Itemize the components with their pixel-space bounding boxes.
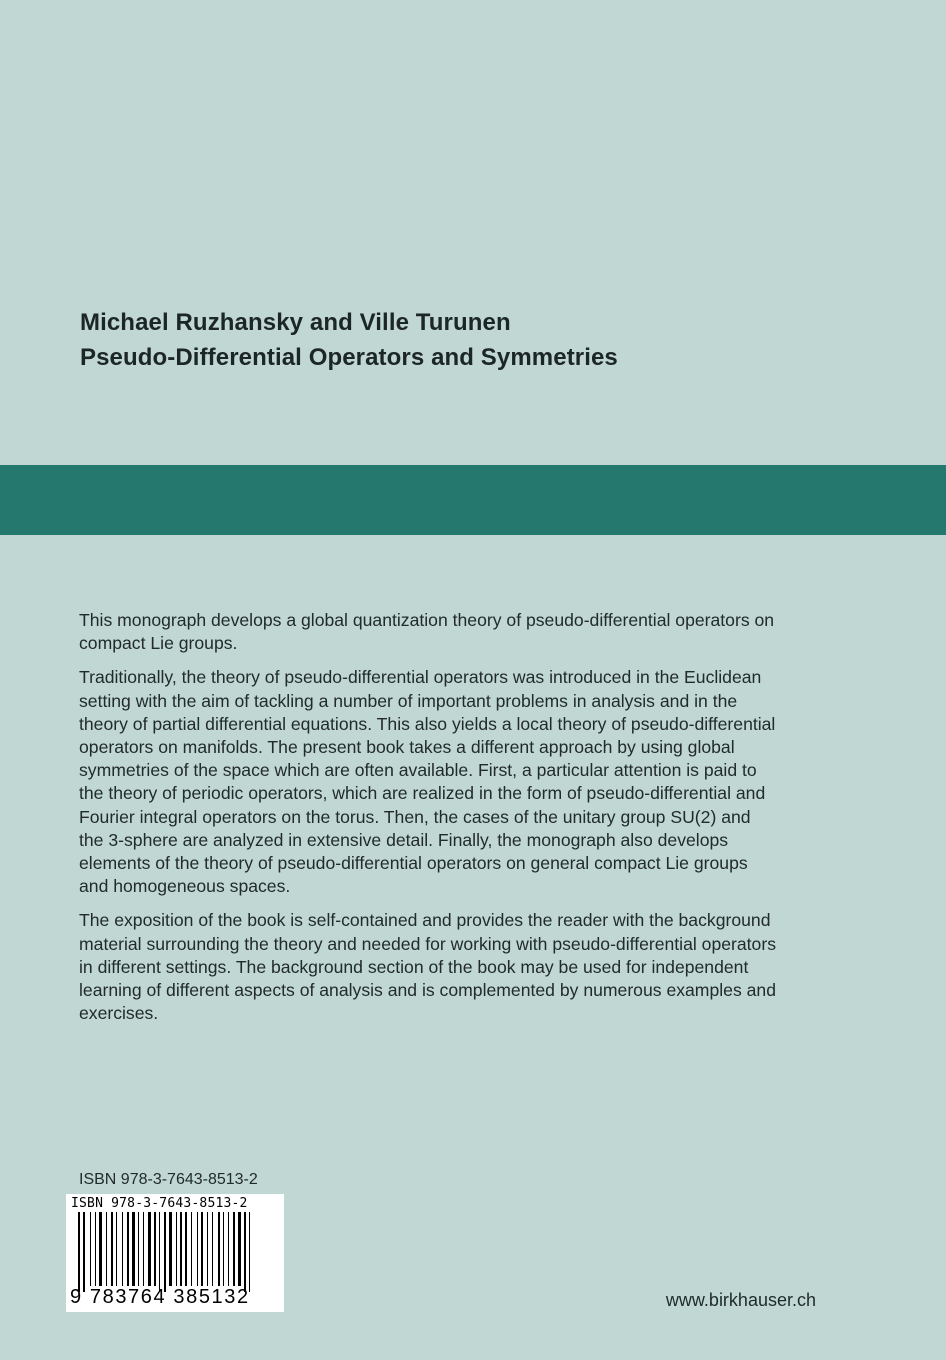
barcode-bar [90, 1212, 91, 1286]
barcode-bar [223, 1212, 224, 1286]
barcode-bar [148, 1212, 151, 1286]
barcode-bar [244, 1212, 246, 1292]
barcode-bar [106, 1212, 107, 1286]
description-paragraph: The exposition of the book is self-contained and provides the reader with the background material surrounding the theory and needed for working with pseudo-differential operators in different settings. The background section of the book may be used for independent learning of different aspects of analysis and is complemented by numerous examples and exercises. [79, 910, 776, 1024]
barcode-bar [233, 1212, 235, 1286]
barcode-bar [180, 1212, 182, 1286]
accent-band [0, 465, 946, 535]
barcode-bar [185, 1212, 187, 1286]
barcode-bar [116, 1212, 117, 1286]
barcode-bar [238, 1212, 241, 1286]
barcode-isbn-text: ISBN 978-3-7643-8513-2 [71, 1196, 248, 1211]
barcode-bar [122, 1212, 123, 1286]
barcode-bar [127, 1212, 129, 1286]
book-description [79, 609, 779, 1036]
book-title: Pseudo-Differential Operators and Symmetries [80, 344, 618, 371]
barcode-bar [159, 1212, 160, 1292]
barcode-bar [154, 1212, 156, 1286]
barcode-bar [138, 1212, 139, 1286]
description-paragraph: This monograph develops a global quantization theory of pseudo-differential operators on compact Lie groups. [79, 610, 775, 654]
barcode-bar [111, 1212, 113, 1286]
publisher-website: www.birkhauser.ch [665, 1290, 816, 1310]
description-paragraph: Traditionally, the theory of pseudo-differential operators was introduced in the Euclidean setting with the aim of tackling a number of important problems in analysis and in the theory of partial differential equations. This also yields a local theory of pseudo-differential operators on manifolds. The present book takes a different approach by using global symmetries of the space which are often available. First, a particular attention is paid to the theory of periodic operators, which are realized in the form of pseudo-differential and Fourier integral operators on the torus. Then, the cases of the unitary group SU(2) and the 3-sphere are analyzed in extensive detail. Finally, the monograph also develops elements of the theory of pseudo-differential operators on general compact Lie groups and homogeneous spaces. [79, 667, 776, 897]
barcode-bar [212, 1212, 213, 1286]
barcode-bar [143, 1212, 144, 1286]
barcode-bar [78, 1212, 80, 1292]
barcode-bar [169, 1212, 172, 1286]
barcode-bar [207, 1212, 208, 1286]
barcode-bar [132, 1212, 135, 1286]
barcode-bar [83, 1212, 85, 1292]
barcode-bar [197, 1212, 198, 1286]
barcode-bar [164, 1212, 166, 1292]
barcode [66, 1194, 284, 1312]
barcode-bar [249, 1212, 250, 1292]
barcode-bar [176, 1212, 177, 1286]
barcode-bar [201, 1212, 203, 1286]
author-names: Michael Ruzhansky and Ville Turunen [80, 309, 511, 336]
barcode-bar [191, 1212, 192, 1286]
isbn-label: ISBN 978-3-7643-8513-2 [79, 1171, 258, 1188]
barcode-bar [228, 1212, 229, 1286]
title-block [80, 306, 618, 376]
barcode-bar [99, 1212, 102, 1286]
barcode-bar [95, 1212, 96, 1286]
barcode-digits: 9 783764 385132 [70, 1286, 250, 1308]
barcode-bar [218, 1212, 220, 1286]
